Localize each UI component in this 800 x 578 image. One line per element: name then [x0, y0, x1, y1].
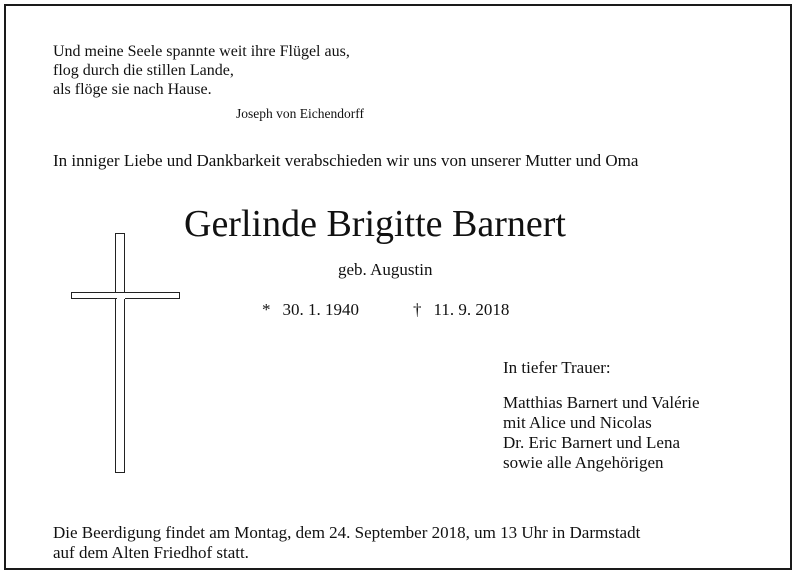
mourner-line: sowie alle Angehörigen — [503, 453, 664, 472]
birth-date — [262, 300, 359, 320]
poem-quote — [53, 42, 350, 99]
poem-line: Und meine Seele spannte weit ihre Flügel aus, — [53, 43, 350, 60]
birth-date-value: 30. 1. 1940 — [282, 300, 359, 319]
poem-line: als flöge sie nach Hause. — [53, 81, 212, 98]
poem-line: flog durch die stillen Lande, — [53, 62, 234, 79]
funeral-info — [53, 523, 640, 563]
death-date-value: 11. 9. 2018 — [433, 300, 510, 319]
death-date — [413, 300, 509, 320]
cross-icon — [71, 233, 183, 474]
deceased-name: Gerlinde Brigitte Barnert — [184, 203, 566, 245]
mourner-line: mit Alice und Nicolas — [503, 413, 652, 432]
poem-author: Joseph von Eichendorff — [236, 106, 364, 121]
intro-text: In inniger Liebe und Dankbarkeit verabschieden wir uns von unserer Mutter und Oma — [53, 151, 639, 170]
cross-intersection — [117, 294, 125, 299]
funeral-line: Die Beerdigung findet am Montag, dem 24. September 2018, um 13 Uhr in Darmstadt — [53, 523, 641, 542]
death-symbol: † — [413, 300, 422, 319]
maiden-name: geb. Augustin — [338, 260, 433, 279]
mourner-line: Dr. Eric Barnert und Lena — [503, 433, 681, 452]
notice-frame — [4, 4, 792, 570]
mourners-list — [503, 393, 700, 473]
birth-symbol: * — [262, 300, 271, 319]
mourning-heading: In tiefer Trauer: — [503, 358, 611, 377]
cross-horizontal-beam — [71, 292, 180, 299]
cross-vertical-beam — [115, 233, 125, 473]
mourner-line: Matthias Barnert und Valérie — [503, 393, 700, 412]
funeral-line: auf dem Alten Friedhof statt. — [53, 543, 249, 562]
